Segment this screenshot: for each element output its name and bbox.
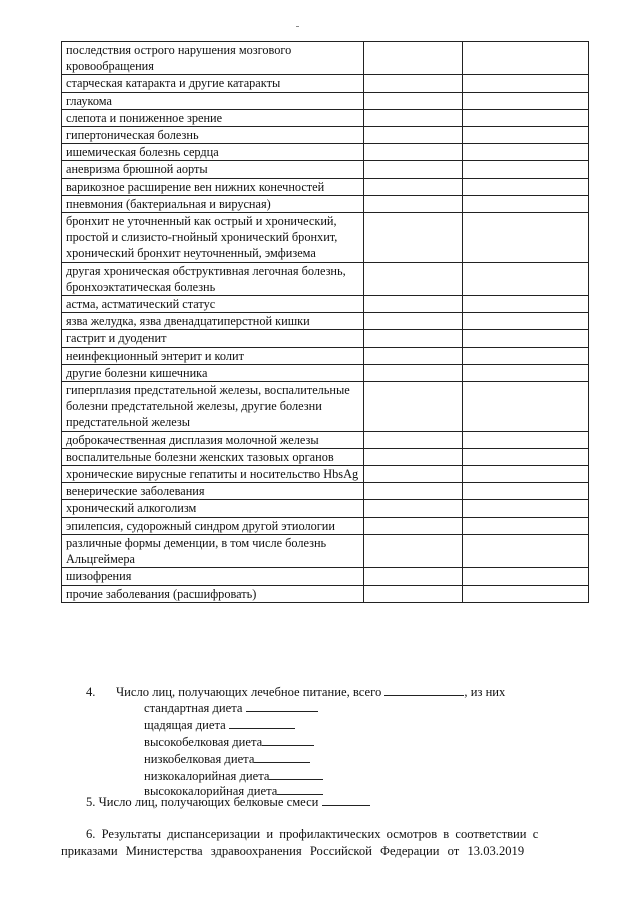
table-row: [62, 262, 589, 295]
disease-name: хронические вирусные гепатиты и носительство HbsAg: [62, 466, 364, 483]
section-6-line-1: 6. Результаты диспансеризации и профилактических осмотров в соответствии с: [86, 827, 539, 841]
diet-label: низкобелковая диета: [144, 752, 255, 766]
table-row: [62, 313, 589, 330]
value-cell[interactable]: [364, 92, 463, 109]
value-cell[interactable]: [463, 448, 589, 465]
value-cell[interactable]: [364, 448, 463, 465]
value-cell[interactable]: [364, 296, 463, 313]
value-cell[interactable]: [364, 534, 463, 567]
disease-name: неинфекционный энтерит и колит: [62, 347, 364, 364]
diet-label: высококалорийная диета: [144, 784, 278, 798]
disease-name: старческая катаракта и другие катаракты: [62, 75, 364, 92]
diet-blank[interactable]: [229, 716, 295, 729]
value-cell[interactable]: [364, 178, 463, 195]
disease-name: бронхит не уточненный как острый и хронический, простой и слизисто-гнойный хронический бронхит, хронический бронхит неуточненный, эмфизема: [62, 213, 364, 263]
diet-label: низкокалорийная диета: [144, 769, 270, 783]
table-row: [62, 92, 589, 109]
disease-name: венерические заболевания: [62, 483, 364, 500]
disease-name: пневмония (бактериальная и вирусная): [62, 195, 364, 212]
value-cell[interactable]: [364, 161, 463, 178]
section-4-suffix: , из них: [464, 685, 506, 699]
table-row: [62, 483, 589, 500]
table-row: [62, 585, 589, 602]
disease-name: шизофрения: [62, 568, 364, 585]
table-row: [62, 161, 589, 178]
value-cell[interactable]: [463, 585, 589, 602]
disease-name: ишемическая болезнь сердца: [62, 144, 364, 161]
protein-mix-blank[interactable]: [322, 793, 370, 806]
disease-name: язва желудка, язва двенадцатиперстной кишки: [62, 313, 364, 330]
value-cell[interactable]: [364, 127, 463, 144]
value-cell[interactable]: [463, 517, 589, 534]
table-row: [62, 195, 589, 212]
value-cell[interactable]: [364, 144, 463, 161]
value-cell[interactable]: [463, 466, 589, 483]
disease-name: хронический алкоголизм: [62, 500, 364, 517]
diet-line: [144, 750, 310, 767]
value-cell[interactable]: [364, 75, 463, 92]
table-row: [62, 75, 589, 92]
value-cell[interactable]: [364, 364, 463, 381]
scan-mark: [296, 26, 299, 27]
table-row: [62, 42, 589, 75]
value-cell[interactable]: [463, 534, 589, 567]
value-cell[interactable]: [364, 585, 463, 602]
value-cell[interactable]: [463, 431, 589, 448]
table-row: [62, 568, 589, 585]
table-row: [62, 534, 589, 567]
disease-name: эпилепсия, судорожный синдром другой этиологии: [62, 517, 364, 534]
value-cell[interactable]: [463, 500, 589, 517]
value-cell[interactable]: [463, 42, 589, 75]
value-cell[interactable]: [463, 127, 589, 144]
value-cell[interactable]: [463, 144, 589, 161]
value-cell[interactable]: [463, 330, 589, 347]
disease-name: прочие заболевания (расшифровать): [62, 585, 364, 602]
table-row: [62, 364, 589, 381]
disease-name: последствия острого нарушения мозгового кровообращения: [62, 42, 364, 75]
value-cell[interactable]: [463, 568, 589, 585]
table-row: [62, 330, 589, 347]
disease-name: другая хроническая обструктивная легочная болезнь, бронхоэктатическая болезнь: [62, 262, 364, 295]
disease-name: аневризма брюшной аорты: [62, 161, 364, 178]
value-cell[interactable]: [364, 382, 463, 432]
disease-name: доброкачественная дисплазия молочной железы: [62, 431, 364, 448]
table-row: [62, 347, 589, 364]
value-cell[interactable]: [463, 296, 589, 313]
disease-name: астма, астматический статус: [62, 296, 364, 313]
value-cell[interactable]: [463, 313, 589, 330]
disease-name: различные формы деменции, в том числе болезнь Альцгеймера: [62, 534, 364, 567]
diet-blank[interactable]: [246, 699, 318, 712]
disease-name: гастрит и дуоденит: [62, 330, 364, 347]
table-row: [62, 109, 589, 126]
value-cell[interactable]: [463, 92, 589, 109]
value-cell[interactable]: [364, 568, 463, 585]
value-cell[interactable]: [364, 262, 463, 295]
diet-line: [144, 699, 318, 716]
section-5-line: [86, 793, 370, 810]
table-row: [62, 296, 589, 313]
value-cell[interactable]: [463, 262, 589, 295]
diet-blank[interactable]: [262, 733, 314, 746]
diet-blank[interactable]: [254, 750, 310, 763]
section-4-text: Число лиц, получающих лечебное питание, всего: [116, 685, 382, 699]
total-blank[interactable]: [384, 683, 464, 696]
disease-name: другие болезни кишечника: [62, 364, 364, 381]
value-cell[interactable]: [463, 109, 589, 126]
value-cell[interactable]: [463, 178, 589, 195]
value-cell[interactable]: [463, 195, 589, 212]
table-row: [62, 382, 589, 432]
value-cell[interactable]: [364, 109, 463, 126]
value-cell[interactable]: [364, 483, 463, 500]
section-4-number: 4.: [86, 685, 96, 699]
value-cell[interactable]: [463, 213, 589, 263]
diet-blank[interactable]: [269, 767, 323, 780]
diet-label: щадящая диета: [144, 718, 226, 732]
table-row: [62, 127, 589, 144]
diet-line: [144, 733, 314, 750]
value-cell[interactable]: [463, 483, 589, 500]
value-cell[interactable]: [364, 313, 463, 330]
value-cell[interactable]: [364, 347, 463, 364]
value-cell[interactable]: [364, 213, 463, 263]
table-row: [62, 431, 589, 448]
table-row: [62, 178, 589, 195]
value-cell[interactable]: [364, 330, 463, 347]
diet-label: высокобелковая диета: [144, 735, 263, 749]
diet-label: стандартная диета: [144, 701, 243, 715]
value-cell[interactable]: [364, 42, 463, 75]
disease-name: глаукома: [62, 92, 364, 109]
table-row: [62, 144, 589, 161]
value-cell[interactable]: [463, 364, 589, 381]
section-4-line: [86, 683, 505, 700]
value-cell[interactable]: [463, 347, 589, 364]
disease-name: слепота и пониженное зрение: [62, 109, 364, 126]
disease-name: гипертоническая болезнь: [62, 127, 364, 144]
table-row: [62, 517, 589, 534]
value-cell[interactable]: [463, 75, 589, 92]
section-6-line-2: приказами Министерства здравоохранения Российской Федерации от 13.03.2019: [61, 844, 525, 858]
disease-name: воспалительные болезни женских тазовых органов: [62, 448, 364, 465]
table-row: [62, 213, 589, 263]
value-cell[interactable]: [364, 466, 463, 483]
value-cell[interactable]: [463, 382, 589, 432]
value-cell[interactable]: [463, 161, 589, 178]
table-row: [62, 466, 589, 483]
value-cell[interactable]: [364, 500, 463, 517]
value-cell[interactable]: [364, 517, 463, 534]
disease-table: [61, 41, 589, 603]
diet-line: [144, 716, 295, 733]
table-row: [62, 500, 589, 517]
section-5-text: 5. Число лиц, получающих белковые смеси: [86, 795, 319, 809]
value-cell[interactable]: [364, 431, 463, 448]
disease-name: гиперплазия предстательной железы, воспалительные болезни предстательной железы, другие болезни предстательной железы: [62, 382, 364, 432]
value-cell[interactable]: [364, 195, 463, 212]
disease-name: варикозное расширение вен нижних конечностей: [62, 178, 364, 195]
table-row: [62, 448, 589, 465]
